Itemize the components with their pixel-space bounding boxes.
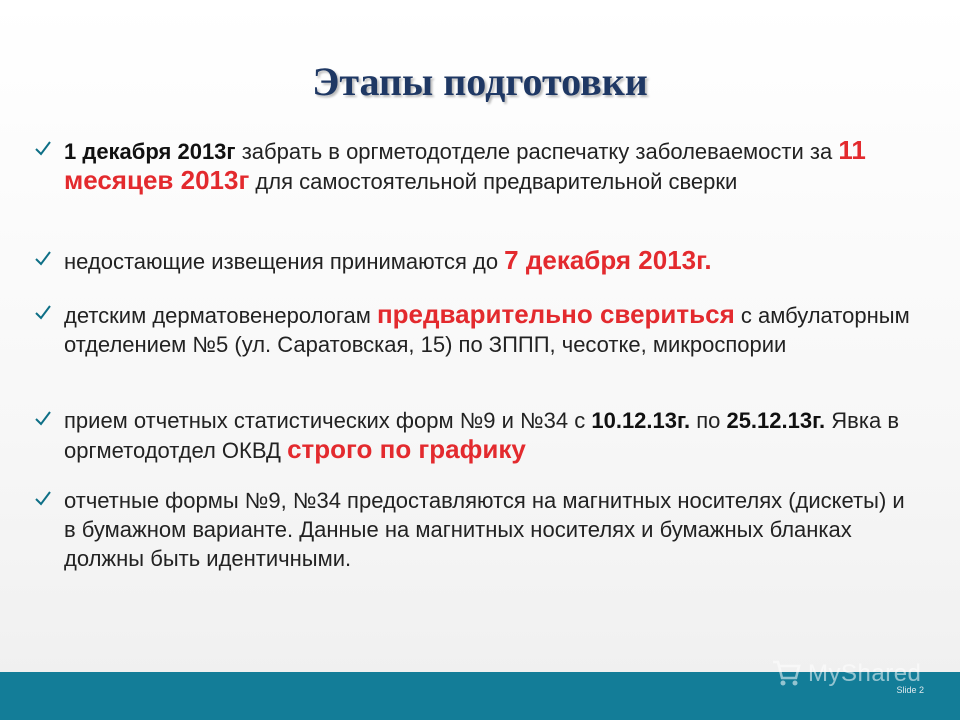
bullet-text — [64, 300, 914, 359]
bullet-text-part: с амбулаторным отделением №5 (ул. Саратовская, 15) по ЗППП, чесотке, микроспории — [64, 303, 910, 357]
cart-icon — [770, 656, 802, 688]
watermark-text: MyShared — [808, 660, 922, 687]
slide-number: Slide 2 — [896, 685, 924, 695]
bullet-highlight: строго по графику — [287, 434, 526, 464]
bullet-highlight: предварительно свериться — [376, 299, 735, 329]
bullet-item — [34, 246, 914, 276]
bullet-highlight: 11 месяцев 2013г — [64, 135, 866, 195]
bullet-text-part: для самостоятельной предварительной сверки — [249, 169, 738, 194]
bullet-text-part: Явка в оргметодотдел ОКВД — [64, 408, 900, 463]
checkmark-icon — [34, 303, 52, 321]
checkmark-icon — [34, 409, 52, 427]
bullet-text-part: 1 декабря 2013г — [64, 139, 236, 164]
bullet-date: 10.12.13г. — [591, 408, 691, 433]
bullet-text-part: отчетные формы №9, №34 предоставляются на магнитных носителях (дискеты) и в бумажном варианте. Данные на магнитных носителях и бумажных бланках должны быть идентичными. — [64, 488, 905, 571]
bullet-item — [34, 300, 914, 359]
bullet-item — [34, 406, 914, 465]
slide-title: Этапы подготовки — [312, 59, 648, 104]
bullet-text-part: забрать в оргметодотделе распечатку заболеваемости за — [235, 139, 839, 164]
checkmark-icon — [34, 249, 52, 267]
bullet-item — [34, 486, 914, 573]
bullet-text — [64, 136, 914, 196]
bullet-date: 25.12.13г. — [726, 408, 826, 433]
bullet-text-part: недостающие извещения принимаются до — [64, 249, 505, 274]
bullet-text — [64, 406, 914, 465]
checkmark-icon — [34, 489, 52, 507]
bullet-text-part: прием отчетных статистических форм №9 и №34 с — [64, 408, 592, 433]
bullet-text — [64, 246, 914, 276]
bullet-highlight: 7 декабря 2013г. — [504, 245, 712, 275]
bullet-item — [34, 136, 914, 196]
bullet-text-part: детским дерматовенерологам — [64, 303, 377, 328]
bullet-text-part: по — [690, 408, 727, 433]
bullet-text — [64, 486, 914, 573]
checkmark-icon — [34, 139, 52, 157]
